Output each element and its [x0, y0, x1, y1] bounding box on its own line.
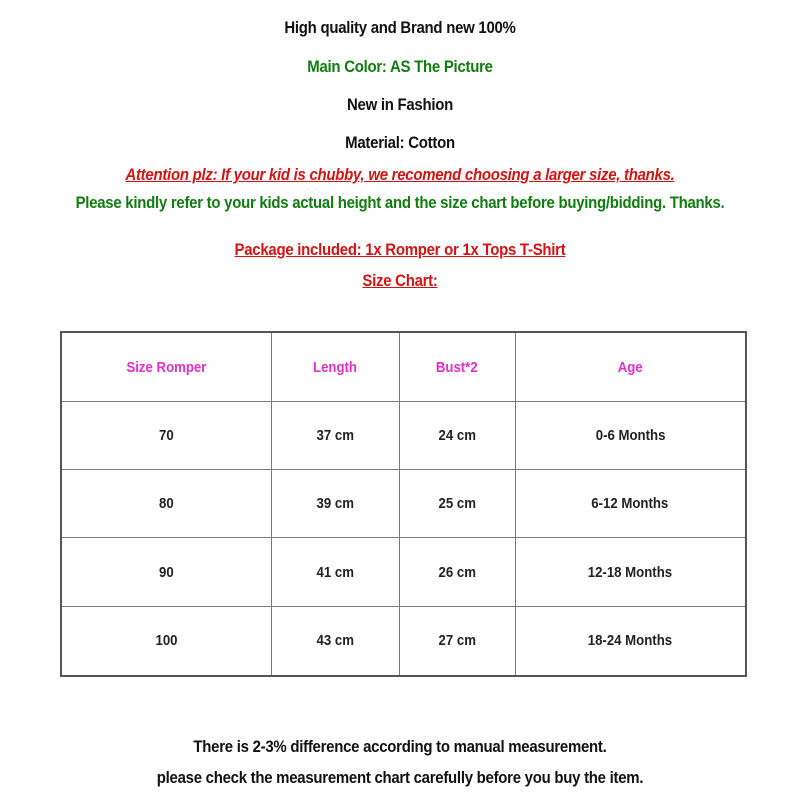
cell-age: 18-24 Months — [515, 606, 746, 676]
fashion-text: New in Fashion — [346, 95, 454, 114]
header-size-romper: Size Romper — [61, 332, 271, 402]
cell-size: 100 — [61, 606, 271, 676]
measurement-check-note: please check the measurement chart carefully before you buy the item. — [156, 768, 644, 787]
header-age: Age — [515, 332, 746, 402]
quality-text: High quality and Brand new 100% — [284, 18, 516, 37]
refer-notice: Please kindly refer to your kids actual height and the size chart before buying/bidding. Thanks. — [75, 193, 725, 212]
package-included-text: Package included: 1x Romper or 1x Tops T-Shirt — [234, 240, 566, 259]
cell-size: 90 — [61, 538, 271, 606]
attention-notice: Attention plz: If your kid is chubby, we recomend choosing a larger size, thanks. — [125, 165, 675, 184]
cell-size: 80 — [61, 470, 271, 538]
cell-bust: 25 cm — [399, 470, 515, 538]
cell-bust: 26 cm — [399, 538, 515, 606]
cell-length: 43 cm — [271, 606, 399, 676]
cell-size: 70 — [61, 402, 271, 470]
table-header-row — [61, 332, 746, 402]
cell-age: 6-12 Months — [515, 470, 746, 538]
material-text: Material: Cotton — [345, 133, 455, 152]
cell-length: 41 cm — [271, 538, 399, 606]
cell-bust: 27 cm — [399, 606, 515, 676]
table-row — [61, 538, 746, 606]
cell-length: 37 cm — [271, 402, 399, 470]
table-row — [61, 402, 746, 470]
table-row — [61, 606, 746, 676]
table-row — [61, 470, 746, 538]
header-length: Length — [271, 332, 399, 402]
main-color-text: Main Color: AS The Picture — [307, 57, 493, 76]
header-bust: Bust*2 — [399, 332, 515, 402]
size-chart-title: Size Chart: — [362, 271, 438, 290]
cell-age: 12-18 Months — [515, 538, 746, 606]
cell-bust: 24 cm — [399, 402, 515, 470]
size-chart-table — [60, 331, 747, 677]
cell-age: 0-6 Months — [515, 402, 746, 470]
measurement-difference-note: There is 2-3% difference according to manual measurement. — [193, 737, 607, 756]
cell-length: 39 cm — [271, 470, 399, 538]
